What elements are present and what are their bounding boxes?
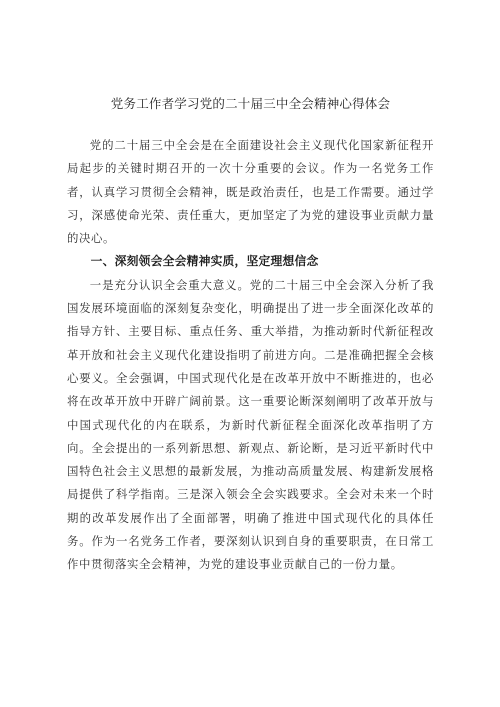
section-body: 一是充分认识全会重大意义。党的二十届三中全会深入分析了我国发展环境面临的深刻复杂变化，明确提出了进一步全面深化改革的指导方针、主要目标、重点任务、重大举措，为推动新时代新征程改革开放和社会主义现代化建设指明了前进方向。二是准确把握全会核心要义。全会强调，中国式现代化是在改革开放中不断推进的，也必将在改革开放中开辟广阔前景。这一重要论断深刻阐明了改革开放与中国式现代化的内在联系，为新时代新征程全面深化改革指明了方向。全会提出的一系列新思想、新观点、新论断，是习近平新时代中国特色社会主义思想的最新发展，为推动高质量发展、构建新发展格局提供了科学指南。三是深入领会全会实践要求。全会对未来一个时期的改革发展作出了全面部署，明确了推进中国式现代化的具体任务。作为一名党务工作者，要深刻认识到自身的重要职责，在日常工作中贯彻落实全会精神，为党的建设事业贡献自己的一份力量。 [67,277,434,572]
intro-paragraph: 党的二十届三中全会是在全面建设社会主义现代化国家新征程开局起步的关键时期召开的一次十分重要的会议。作为一名党务工作者，认真学习贯彻全会精神，既是政治责任，也是工作需要。通过学习，深感使命光荣、责任重大，更加坚定了为党的建设事业贡献力量的决心。 [67,138,434,246]
document-title: 党务工作者学习党的二十届三中全会精神心得体会 [110,96,391,111]
section-1 [67,250,434,576]
section-heading: 一、深刻领会全会精神实质，坚定理想信念 [90,254,319,269]
